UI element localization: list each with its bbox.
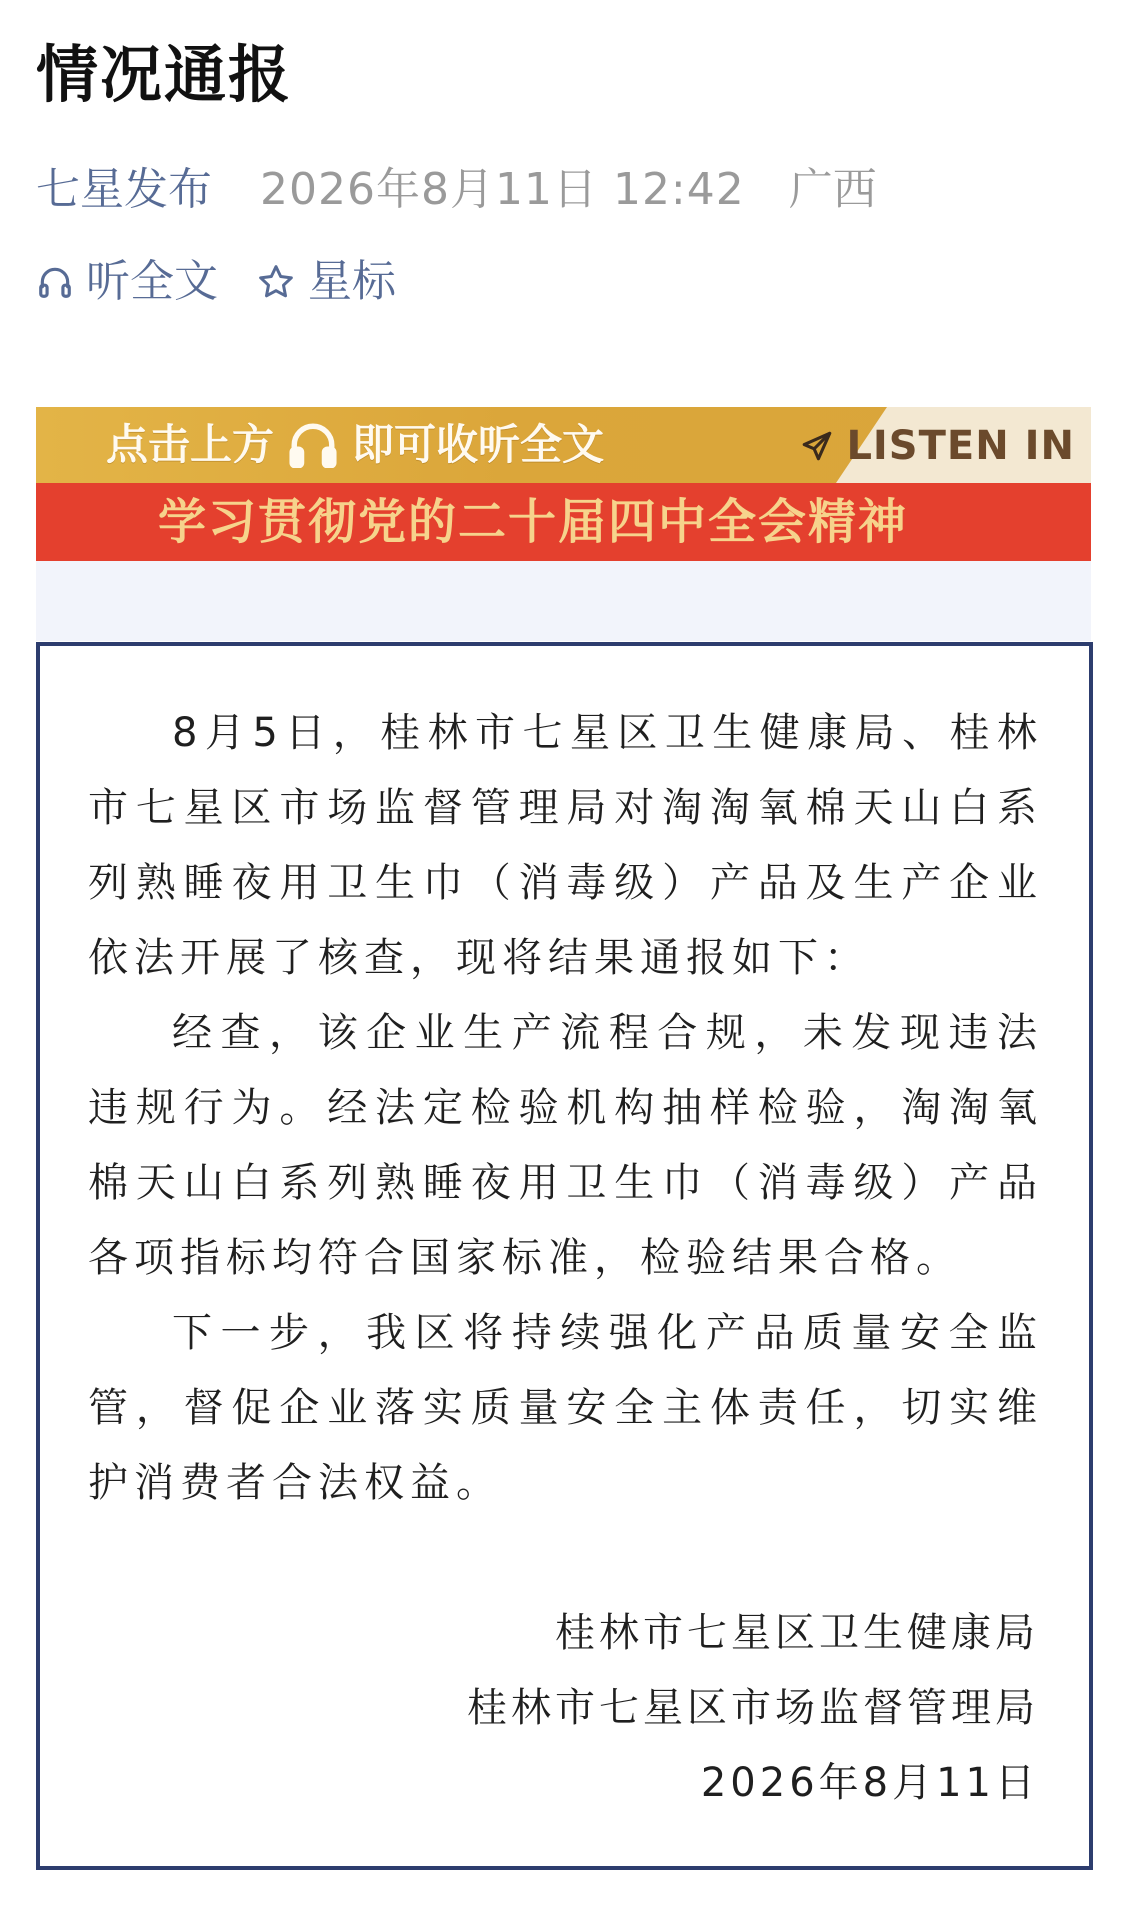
publish-date: 2026年8月11日 12:42 xyxy=(260,164,745,215)
page-title: 情况通报 xyxy=(36,38,293,111)
signatory: 桂林市七星区市场监督管理局 xyxy=(467,1685,1039,1731)
author-link[interactable]: 七星发布 xyxy=(36,164,212,215)
paper-plane-icon xyxy=(800,429,834,463)
banner-spacer xyxy=(36,561,1091,641)
banner-bottom-strip xyxy=(36,483,1091,561)
article-meta xyxy=(36,160,877,220)
article-actions xyxy=(36,252,434,312)
notice-paragraph: 8月5日，桂林市七星区卫生健康局、桂林市七星区市场监督管理局对淘淘氧棉天山白系列熟睡夜用卫生巾（消毒级）产品及生产企业依法开展了核查，现将结果通报如下： xyxy=(88,710,1043,981)
banner-top-strip xyxy=(36,407,1091,483)
listen-button[interactable] xyxy=(36,252,218,312)
audio-banner[interactable] xyxy=(36,407,1091,561)
headphones-icon xyxy=(288,422,338,468)
star-label: 星标 xyxy=(308,256,396,307)
notice-paragraph: 经查，该企业生产流程合规，未发现违法违规行为。经法定检验机构抽样检验，淘淘氧棉天山白系列熟睡夜用卫生巾（消毒级）产品各项指标均符合国家标准，检验结果合格。 xyxy=(88,1010,1043,1281)
banner-slogan: 学习贯彻党的二十届四中全会精神 xyxy=(158,494,909,550)
banner-cta-right: 即可收听全文 xyxy=(352,420,605,469)
banner-cta xyxy=(106,415,604,475)
signatory: 桂林市七星区卫生健康局 xyxy=(555,1610,1039,1656)
listen-in-label xyxy=(800,417,1075,475)
star-button[interactable] xyxy=(256,252,396,312)
listen-in-text: LISTEN IN xyxy=(846,423,1075,469)
publish-region: 广西 xyxy=(788,164,877,215)
star-outline-icon xyxy=(256,262,296,302)
listen-label: 听全文 xyxy=(86,256,218,307)
sign-date: 2026年8月11日 xyxy=(700,1760,1039,1806)
notice-box xyxy=(36,642,1093,1870)
notice-paragraph: 下一步，我区将持续强化产品质量安全监管，督促企业落实质量安全主体责任，切实维护消费者合法权益。 xyxy=(88,1310,1043,1506)
headphones-icon xyxy=(36,263,74,301)
banner-cta-left: 点击上方 xyxy=(106,420,275,469)
